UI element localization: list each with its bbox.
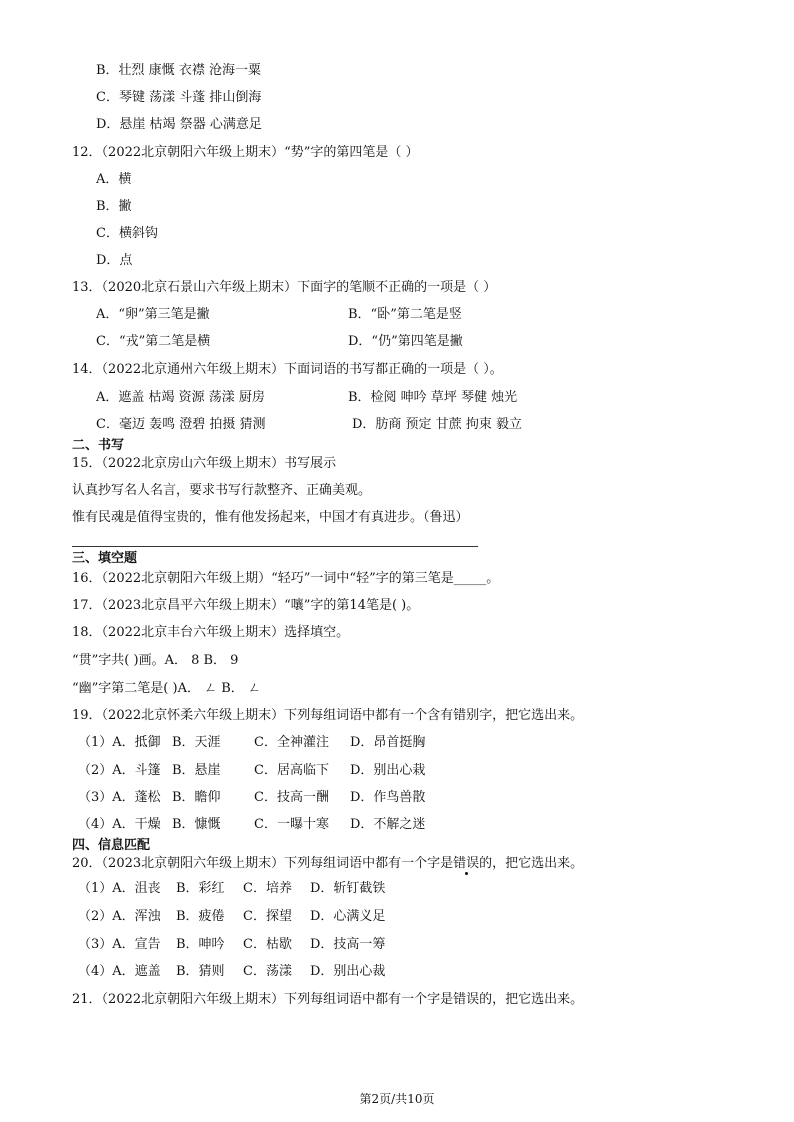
q16-stem: 16．（2022北京朝阳六年级上期）“轻巧”一词中“轻”字的第三笔是_____。	[72, 571, 500, 586]
q19-row4-d: D．不解之迷	[350, 817, 426, 832]
q19-stem: 19．（2022北京怀柔六年级上期末）下列每组词语中都有一个含有错别字，把它选出来。	[72, 708, 584, 723]
q13-option-a: A．“卵”第三笔是撇	[96, 307, 210, 322]
q13-stem: 13．（2020北京石景山六年级上期末）下面字的笔顺不正确的一项是（ ）	[72, 280, 497, 295]
q19-row3-d: D．作鸟兽散	[350, 790, 426, 805]
q20-row3-a: （3）A．宣告	[78, 937, 161, 952]
q20-row1-c: C．培养	[243, 881, 292, 896]
q19-row2-c: C．居高临下	[254, 763, 329, 778]
q20-stem-emphasis: 错误	[453, 856, 480, 871]
q19-row2-b: B．悬崖	[172, 763, 221, 778]
q20-row3-d: D．技高一筹	[310, 937, 386, 952]
q20-row4-a: （4）A．遮盖	[78, 964, 161, 979]
q20-row4-d: D．别出心裁	[310, 964, 386, 979]
q14-stem: 14．（2022北京通州六年级上期末）下面词语的书写都正确的一项是（ ）。	[72, 362, 503, 377]
q19-row4-a: （4）A．干燥	[78, 817, 161, 832]
q19-row1-b: B．天涯	[172, 735, 221, 750]
q20-row1-a: （1）A．沮丧	[78, 881, 161, 896]
q17-stem: 17．（2023北京昌平六年级上期末）“嚷”字的第14笔是( )。	[72, 598, 420, 613]
q19-row2-d: D．别出心栽	[350, 763, 426, 778]
q20-row4-b: B．猜则	[176, 964, 225, 979]
q20-stem-post: 的，把它选出来。	[479, 856, 584, 871]
q19-row4-b: B．慷慨	[172, 817, 221, 832]
q20-row2-a: （2）A．浑浊	[78, 909, 161, 924]
q12-stem: 12．（2022北京朝阳六年级上期末）“势”字的第四笔是（ ）	[72, 145, 419, 160]
q19-row1-c: C．全神灌注	[254, 735, 329, 750]
q13-option-d: D．“仍”第四笔是撇	[348, 334, 463, 349]
q15-quote: 惟有民魂是值得宝贵的，惟有他发扬起来，中国才有真进步。（鲁迅）	[72, 510, 469, 525]
q18-line1: “贯”字共( )画。A． 8 B． 9	[72, 653, 239, 668]
q11-option-c: C．琴键 荡漾 斗蓬 排山倒海	[96, 90, 262, 105]
section-heading-fill: 三、填空题	[72, 551, 138, 566]
q19-row3-a: （3）A．蓬松	[78, 790, 161, 805]
page-footer: 第2页/共10页	[359, 1092, 435, 1106]
q19-row1-a: （1）A．抵御	[78, 735, 161, 750]
q13-option-b: B．“卧”第二笔是竖	[348, 307, 462, 322]
q20-row1-b: B．彩红	[176, 881, 225, 896]
q20-row3-c: C．枯歇	[243, 937, 292, 952]
section-heading-writing: 二、书写	[72, 438, 125, 453]
q20-stem	[72, 855, 583, 873]
q14-option-d: D．肪商 预定 甘蔗 拘束 毅立	[352, 417, 522, 432]
q19-row3-c: C．技高一酬	[254, 790, 329, 805]
q13-option-c: C．“戎”第二笔是横	[96, 334, 211, 349]
q18-stem: 18．（2022北京丰台六年级上期末）选择填空。	[72, 625, 350, 640]
q11-option-d: D．悬崖 枯竭 祭器 心满意足	[96, 117, 262, 132]
q14-option-c: C．毫迈 轰鸣 澄碧 拍摄 猜测	[96, 417, 266, 432]
q19-row1-d: D．昂首挺胸	[350, 735, 426, 750]
q11-option-b: B．壮烈 康慨 衣襟 沧海一粟	[96, 63, 261, 78]
q15-writing-line	[72, 546, 478, 547]
q15-instruction: 认真抄写名人名言，要求书写行款整齐、正确美观。	[72, 483, 372, 498]
q20-row2-c: C．探望	[243, 909, 292, 924]
q12-option-b: B．撇	[96, 199, 132, 214]
q20-row2-b: B．疲倦	[176, 909, 225, 924]
q14-option-b: B．检阅 呻吟 草坪 琴健 烛光	[348, 390, 518, 405]
q12-option-c: C．横斜钩	[96, 226, 158, 241]
q19-row4-c: C．一曝十寒	[254, 817, 329, 832]
q14-option-a: A．遮盖 枯竭 资源 荡漾 厨房	[96, 390, 265, 405]
q20-row3-b: B．呻吟	[176, 937, 225, 952]
q18-line2: “幽”字第二笔是( )A． ㄥ B． ㄥ	[72, 681, 261, 696]
q21-stem: 21．（2022北京朝阳六年级上期末）下列每组词语中都有一个字是错误的，把它选出来。	[72, 992, 584, 1007]
q20-row2-d: D．心满义足	[310, 909, 386, 924]
q19-row3-b: B．瞻仰	[172, 790, 221, 805]
q20-stem-pre: 20．（2023北京朝阳六年级上期末）下列每组词语中都有一个字是	[72, 856, 454, 871]
q20-row1-d: D．斩钉截铁	[310, 881, 386, 896]
section-heading-matching: 四、信息匹配	[72, 838, 151, 853]
q12-option-d: D．点	[96, 253, 133, 268]
q12-option-a: A．横	[96, 172, 132, 187]
q20-row4-c: C．荡漾	[243, 964, 292, 979]
q15-stem: 15．（2022北京房山六年级上期末）书写展示	[72, 456, 337, 471]
q19-row2-a: （2）A．斗篷	[78, 763, 161, 778]
